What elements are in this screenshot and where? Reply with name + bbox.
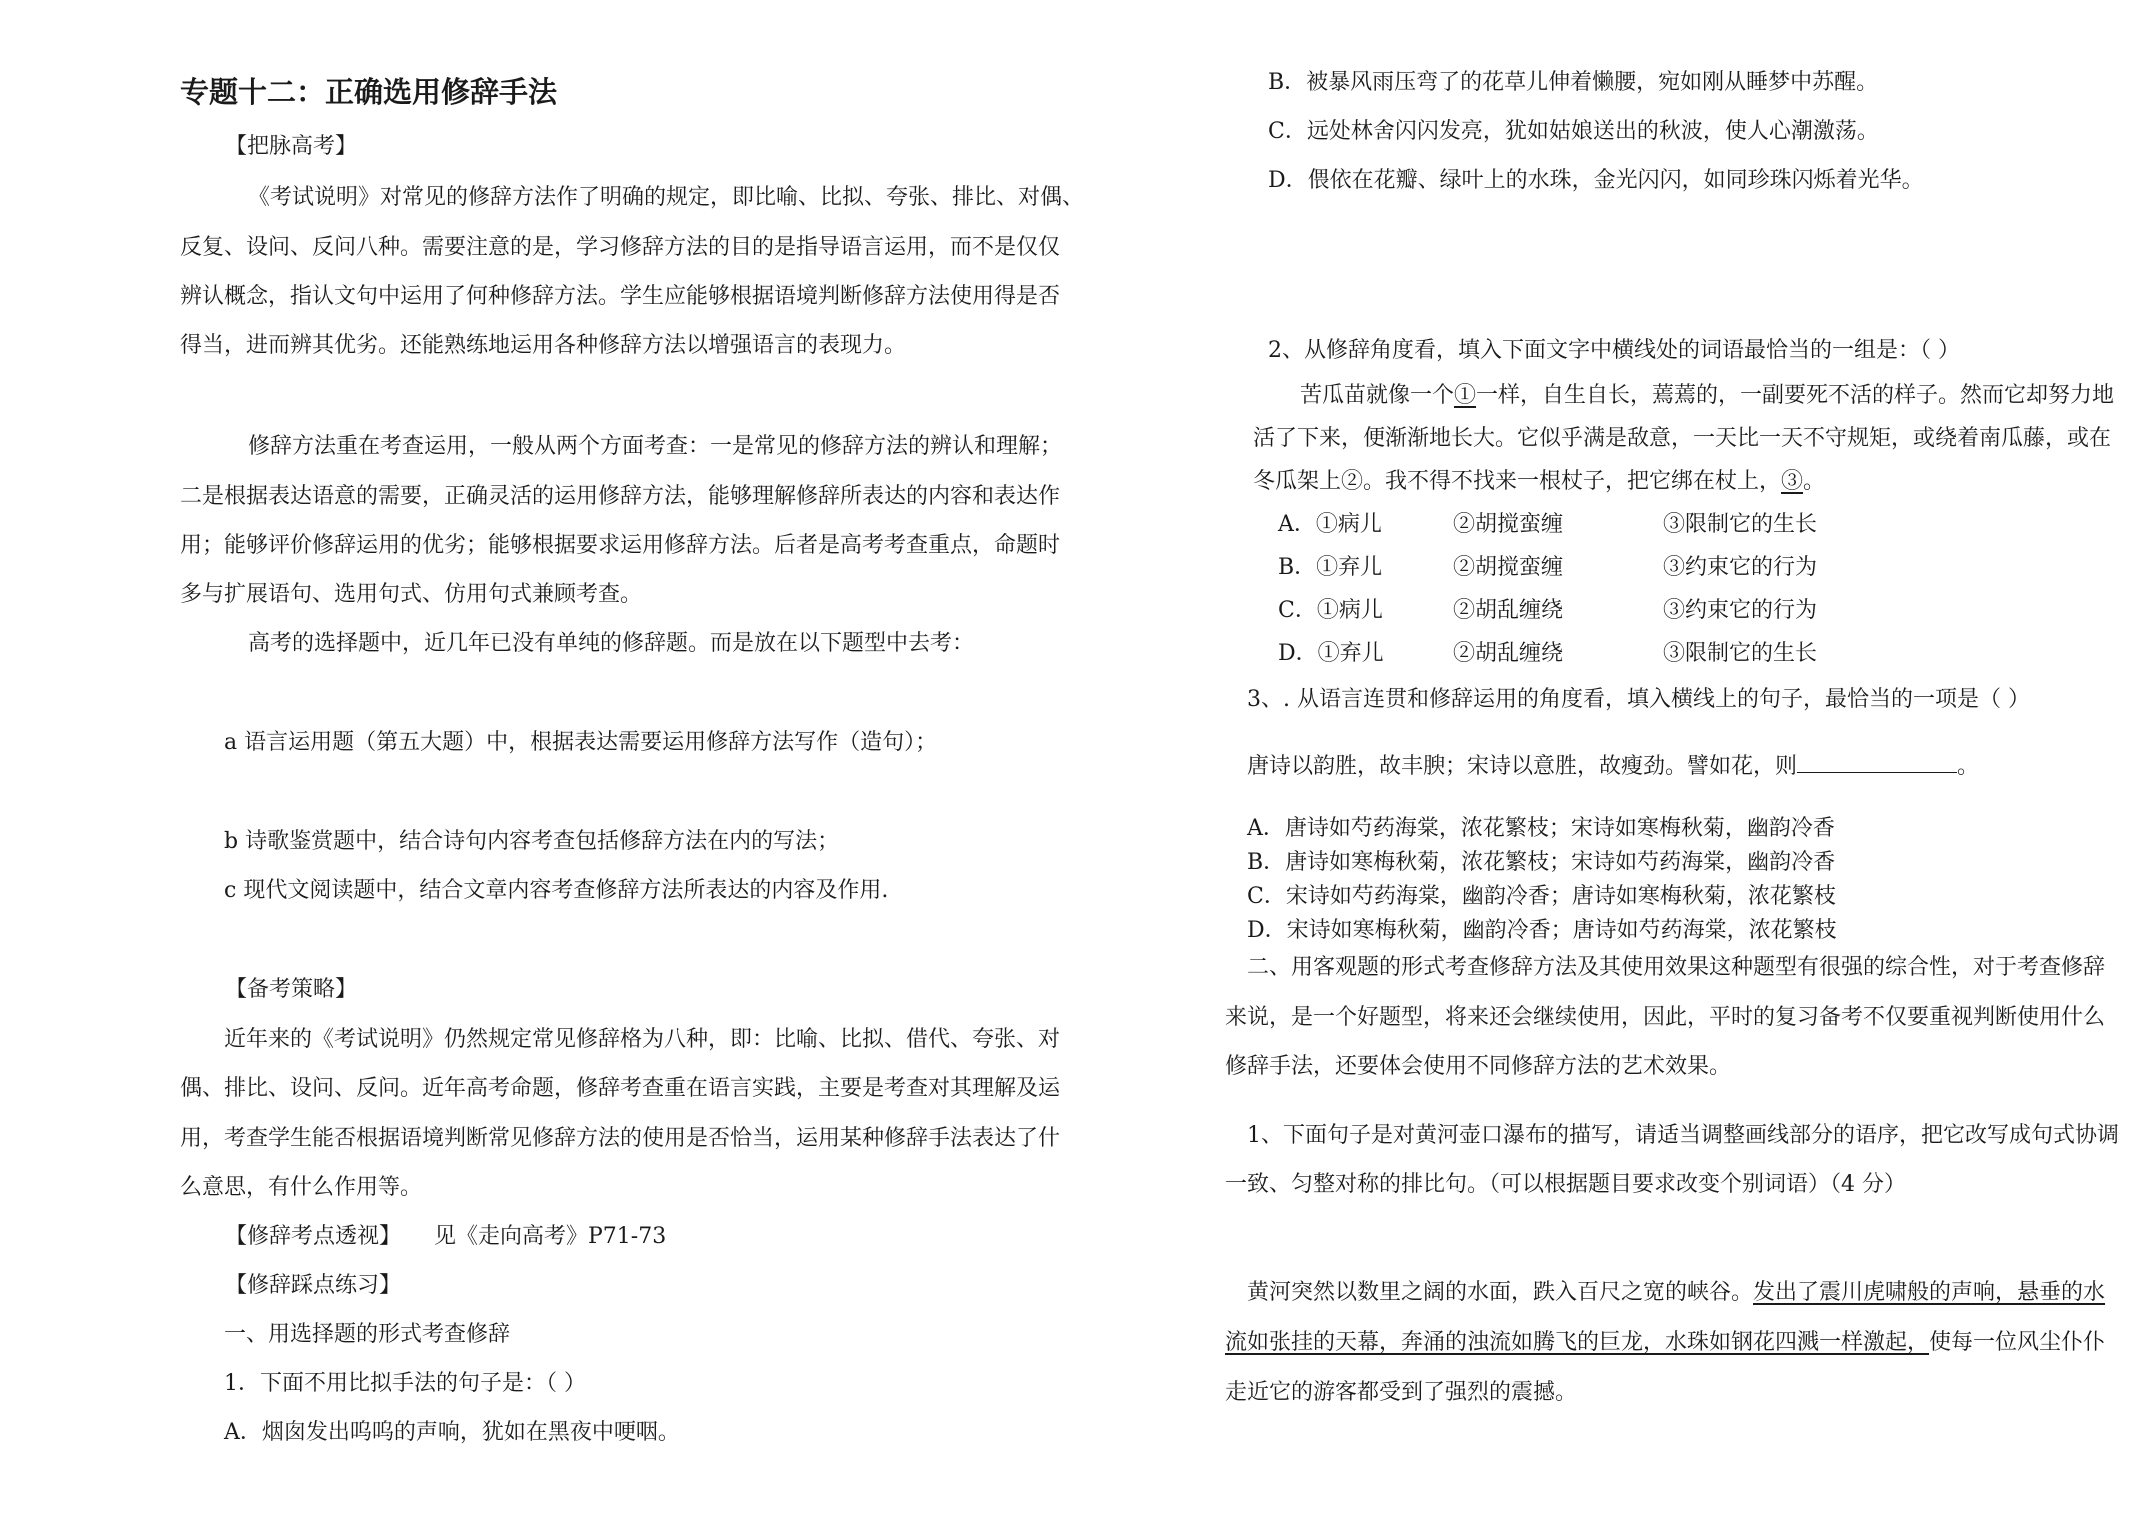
paragraph-line: 辨认概念，指认文句中运用了何种修辞方法。学生应能够根据语境判断修辞方法使用得是否 bbox=[180, 284, 1061, 309]
question-3-option-d: D．宋诗如寒梅秋菊，幽韵冷香；唐诗如芍药海棠，浓花繁枝 bbox=[1247, 918, 1837, 943]
question-4: 1、下面句子是对黄河壶口瀑布的描写，请适当调整画线部分的语序，把它改写成句式协调 bbox=[1247, 1123, 2120, 1148]
paragraph-line: 得当，进而辨其优劣。还能熟练地运用各种修辞方法以增强语言的表现力。 bbox=[180, 333, 907, 358]
question-4-passage-line: 走近它的游客都受到了强烈的震撼。 bbox=[1225, 1380, 1578, 1405]
question-1-option-b: B．被暴风雨压弯了的花草儿伸着懒腰，宛如刚从睡梦中苏醒。 bbox=[1268, 70, 1879, 95]
question-4-passage-line: 黄河突然以数里之阔的水面，跌入百尺之宽的峡谷。发出了震川虎啸般的声响，悬垂的水 bbox=[1247, 1280, 2106, 1305]
paragraph-line: 《考试说明》对常见的修辞方法作了明确的规定，即比喻、比拟、夸张、排比、对偶、 bbox=[248, 185, 1085, 210]
paragraph-line: 偶、排比、设问、反问。近年高考命题，修辞考查重在语言实践，主要是考查对其理解及运 bbox=[180, 1076, 1061, 1101]
question-3: 3、. 从语言连贯和修辞运用的角度看，填入横线上的句子，最恰当的一项是（ ） bbox=[1247, 687, 2030, 712]
answer-blank bbox=[1797, 750, 1957, 773]
document-title: 专题十二：正确选用修辞手法 bbox=[180, 75, 558, 109]
question-1-option-a: A．烟囱发出呜呜的声响，犹如在黑夜中哽咽。 bbox=[224, 1420, 680, 1445]
question-1: 1．下面不用比拟手法的句子是：（ ） bbox=[224, 1371, 586, 1396]
question-4-line: 一致、匀整对称的排比句。（可以根据题目要求改变个别词语）（4 分） bbox=[1225, 1172, 1906, 1197]
right-page bbox=[1075, 0, 2150, 1518]
question-2-passage-line: 冬瓜架上②。我不得不找来一根杖子，把它绑在杖上，③。 bbox=[1253, 469, 1826, 494]
question-2-option-c: C．①病儿 ②胡乱缠绕 ③约束它的行为 bbox=[1278, 598, 1818, 623]
paragraph-line: 来说，是一个好题型，将来还会继续使用，因此，平时的复习备考不仅要重视判断使用什么 bbox=[1225, 1005, 2106, 1030]
question-1-option-c: C．远处林舍闪闪发亮，犹如姑娘送出的秋波，使人心潮激荡。 bbox=[1268, 119, 1879, 144]
question-2-option-b: B．①弃儿 ②胡搅蛮缠 ③约束它的行为 bbox=[1278, 555, 1818, 580]
question-3-passage: 唐诗以韵胜，故丰腴；宋诗以意胜，故瘦劲。譬如花，则 。 bbox=[1247, 750, 1979, 782]
paragraph-line: 多与扩展语句、选用句式、仿用句式兼顾考查。 bbox=[180, 582, 643, 607]
question-2-option-d: D．①弃儿 ②胡乱缠绕 ③限制它的生长 bbox=[1278, 641, 1818, 666]
paragraph-line: 修辞手法，还要体会使用不同修辞方法的艺术效果。 bbox=[1225, 1054, 1732, 1079]
paragraph-line: 修辞方法重在考查运用，一般从两个方面考查：一是常见的修辞方法的辨认和理解； bbox=[248, 434, 1063, 459]
list-item-a: a 语言运用题（第五大题）中，根据表达需要运用修辞方法写作（造句）； bbox=[224, 730, 938, 755]
question-3-option-b: B．唐诗如寒梅秋菊，浓花繁枝；宋诗如芍药海棠，幽韵冷香 bbox=[1247, 850, 1836, 875]
question-2-passage-line: 苦瓜苗就像一个①一样，自生自长，蔫蔫的，一副要死不活的样子。然而它却努力地 bbox=[1300, 383, 2115, 408]
question-2: 2、从修辞角度看，填入下面文字中横线处的词语最恰当的一组是：（ ） bbox=[1268, 338, 1960, 363]
question-3-option-c: C．宋诗如芍药海棠，幽韵冷香；唐诗如寒梅秋菊，浓花繁枝 bbox=[1247, 884, 1836, 909]
toushi-reference: 见《走向高考》P71-73 bbox=[434, 1224, 667, 1249]
list-item-b: b 诗歌鉴赏题中，结合诗句内容考查包括修辞方法在内的写法； bbox=[224, 829, 840, 854]
paragraph-line: 二是根据表达语意的需要，正确灵活的运用修辞方法，能够理解修辞所表达的内容和表达作 bbox=[180, 484, 1061, 509]
heading-beikao: 【备考策略】 bbox=[225, 977, 358, 1002]
paragraph-line: 近年来的《考试说明》仍然规定常见修辞格为八种，即：比喻、比拟、借代、夸张、对 bbox=[224, 1027, 1061, 1052]
paragraph-line: 用，考查学生能否根据语境判断常见修辞方法的使用是否恰当，运用某种修辞手法表达了什 bbox=[180, 1126, 1061, 1151]
heading-bamai: 【把脉高考】 bbox=[225, 134, 358, 159]
question-2-option-a: A．①病儿 ②胡搅蛮缠 ③限制它的生长 bbox=[1278, 512, 1818, 537]
list-item-c: c 现代文阅读题中，结合文章内容考查修辞方法所表达的内容及作用. bbox=[224, 878, 889, 903]
section-heading-1: 一、用选择题的形式考查修辞 bbox=[224, 1322, 511, 1347]
section-heading-2: 二、用客观题的形式考查修辞方法及其使用效果这种题型有很强的综合性，对于考查修辞 bbox=[1247, 955, 2106, 980]
paragraph-line: 用；能够评价修辞运用的优劣；能够根据要求运用修辞方法。后者是高考考查重点，命题时 bbox=[180, 533, 1061, 558]
paragraph-line: 么意思，有什么作用等。 bbox=[180, 1175, 423, 1200]
question-4-passage-line: 流如张挂的天幕，奔涌的浊流如腾飞的巨龙，水珠如钢花四溅一样激起，使每一位风尘仆仆 bbox=[1225, 1330, 2106, 1355]
heading-lianxi: 【修辞踩点练习】 bbox=[225, 1273, 402, 1298]
question-3-option-a: A．唐诗如芍药海棠，浓花繁枝；宋诗如寒梅秋菊，幽韵冷香 bbox=[1247, 816, 1835, 841]
heading-toushi: 【修辞考点透视】 bbox=[225, 1224, 402, 1249]
paragraph-line: 反复、设问、反问八种。需要注意的是，学习修辞方法的目的是指导语言运用，而不是仅仅 bbox=[180, 235, 1061, 260]
question-2-passage-line: 活了下来，便渐渐地长大。它似乎满是敌意，一天比一天不守规矩，或绕着南瓜藤，或在 bbox=[1253, 426, 2112, 451]
paragraph-line: 高考的选择题中，近几年已没有单纯的修辞题。而是放在以下题型中去考： bbox=[248, 631, 975, 656]
question-1-option-d: D．偎依在花瓣、绿叶上的水珠，金光闪闪，如同珍珠闪烁着光华。 bbox=[1268, 168, 1924, 193]
